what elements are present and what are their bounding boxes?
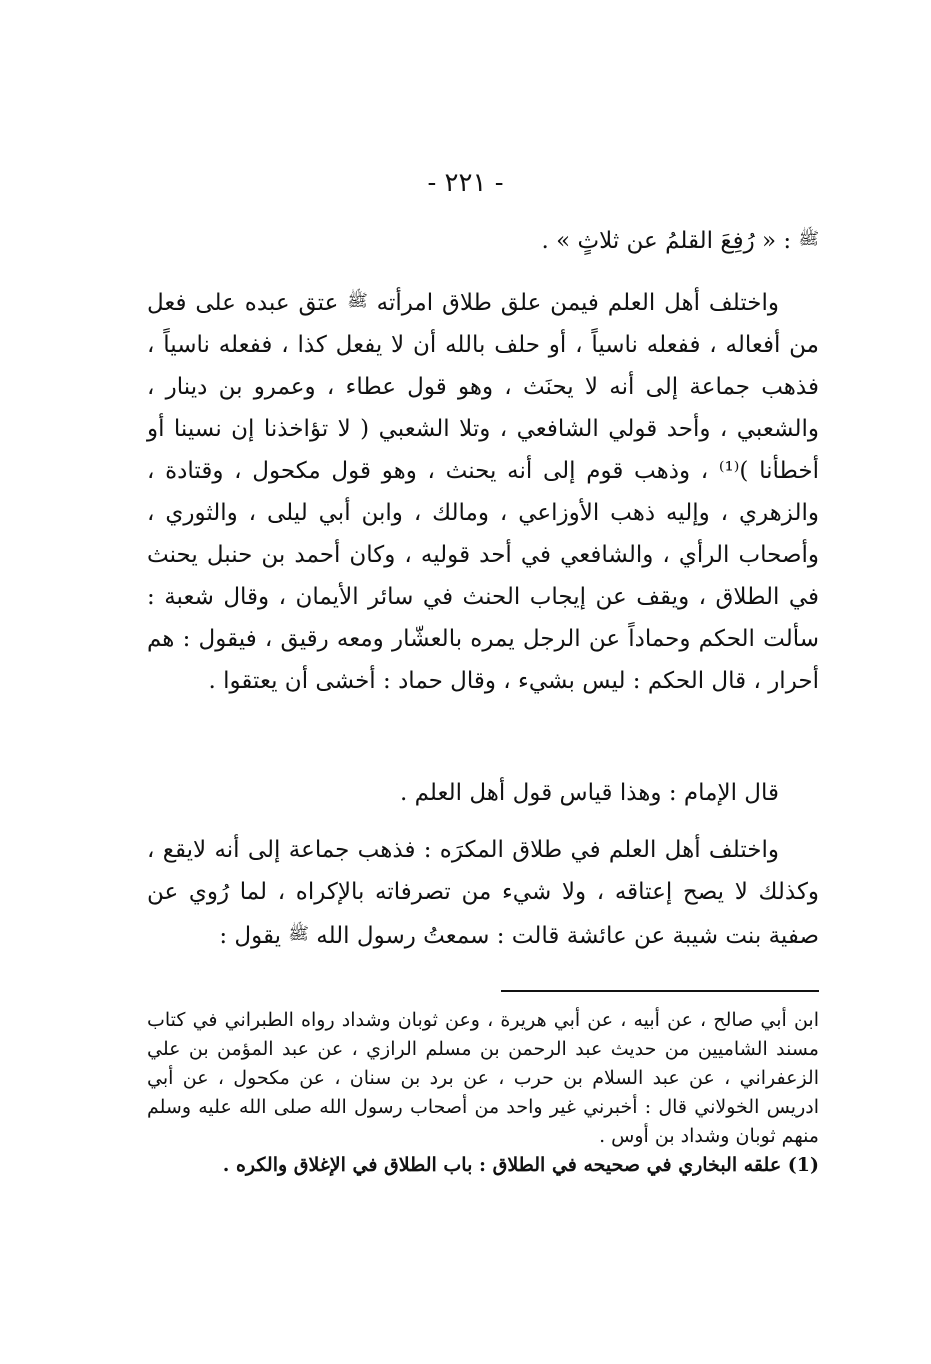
honorific-symbol: ﷺ [288,924,309,944]
paragraph-text: واختلف أهل العلم في طلاق المكرَه : فذهب جماعة إلى أنه لايقع ، وكذلك لا يصح إعتاقه ، ولا شيء من تصرفاته بالإكراه ، لما رُوي عن صفية بنت شيبة عن عائشة قالت : سمعتُ رسول الله [147,837,819,949]
paragraph-coerced-divorce [147,829,819,957]
footnote-1: (1) علقه البخاري في صحيحه في الطلاق : باب الطلاق في الإغلاق والكره . [222,1154,819,1176]
paragraph-text: واختلف أهل العلم فيمن علق طلاق امرأته [367,290,779,316]
paragraph-imam-statement [147,772,819,814]
paragraph-text: قال الإمام : وهذا قياس قول أهل العلم . [400,780,779,806]
footnote-continuation: ابن أبي صالح ، عن أبيه ، عن أبي هريرة ، وعن ثوبان وشداد رواه الطبراني في كتاب مسند الشاميين من حديث عبد الرحمن بن مسلم الرازي ، عن عبد المؤمن بن علي الزعفراني ، عن عبد السلام بن حرب ، عن برد بن سنان ، عن مكحول ، عن أبي ادريس الخولاني قال : أخبرني غير واحد من أصحاب رسول الله صلى الله عليه وسلم منهم ثوبان وشداد بن أوس . [147,1009,819,1147]
paragraph-text: عتق عبده على فعل من أفعاله ، ففعله ناسياً ، أو حلف بالله أن لا يفعل كذا ، ففعله ناسياً ، فذهب جماعة إلى أنه لا يحنَث ، وهو قول عطاء ، وعمرو بن دينار ، والشعبي ، وأحد قولي الشافعي ، وتلا الشعبي ( لا تؤاخذنا إن نسينا أو أخطأنا )⁽¹⁾ ، وذهب قوم إلى أنه يحنث ، وهو قول مكحول ، وقتادة ، والزهري ، وإليه ذهب الأوزاعي ، ومالك ، وابن أبي ليلى ، والثوري ، وأصحاب الرأي ، والشافعي في أحد قوليه ، وكان أحمد بن حنبل يحنث في الطلاق ، ويقف عن إيجاب الحنث في سائر الأيمان ، وقال شعبة : سألت الحكم وحماداً عن الرجل يمره بالعشّار ومعه رقيق ، فيقول : هم أحرار ، قال الحكم : ليس بشيء ، وقال حماد : أخشى أن يعتقوا . [147,290,819,694]
paragraph-hadith-line [147,218,819,262]
paragraph-disagreement-oath [147,280,819,702]
footnotes [147,1006,819,1180]
hadith-quote: : « رُفِعَ القلمُ عن ثلاثٍ » . [541,228,792,254]
footnote-divider [501,990,819,992]
paragraph-text: يقول : [219,923,289,949]
seal-mark: ﷺ [347,291,368,311]
page-number: - ٢٢١ - [427,168,504,198]
honorific-symbol: ﷺ [798,229,819,249]
